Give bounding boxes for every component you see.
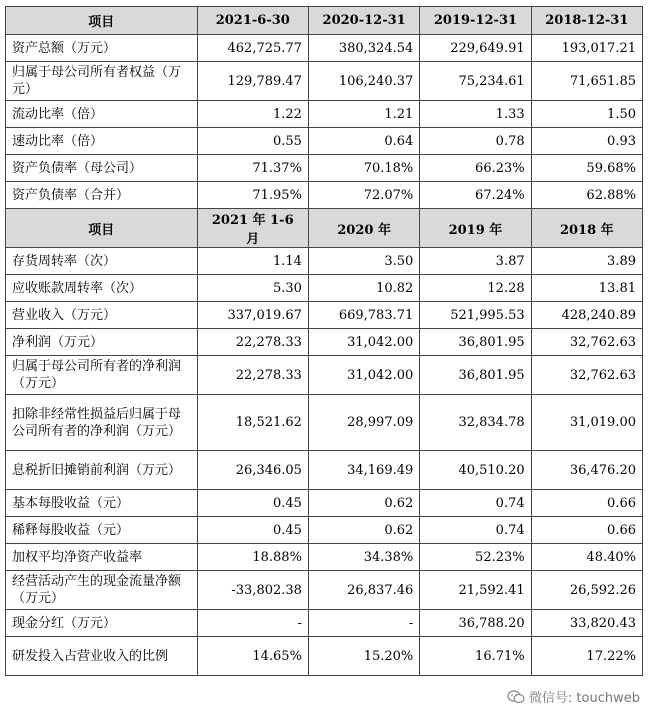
value-cell: - xyxy=(308,610,419,637)
value-cell: 31,019.00 xyxy=(531,395,642,451)
header-period: 2020-12-31 xyxy=(308,7,419,35)
wechat-icon xyxy=(507,690,525,704)
value-cell: 18.88% xyxy=(197,544,308,571)
value-cell: 62.88% xyxy=(531,182,642,209)
value-cell: 669,783.71 xyxy=(308,302,419,329)
table-row xyxy=(6,610,643,637)
value-cell: 3.50 xyxy=(308,248,419,275)
value-cell: 48.40% xyxy=(531,544,642,571)
value-cell: 31,042.00 xyxy=(308,329,419,356)
value-cell: 36,476.20 xyxy=(531,451,642,490)
value-cell: 3.89 xyxy=(531,248,642,275)
row-label: 资产负债率（合并） xyxy=(6,182,198,209)
header-period: 2020 年 xyxy=(308,209,419,248)
value-cell: 1.14 xyxy=(197,248,308,275)
value-cell: 36,801.95 xyxy=(420,329,531,356)
row-label: 稀释每股收益（元） xyxy=(6,517,198,544)
value-cell: 1.33 xyxy=(420,101,531,128)
table-row xyxy=(6,155,643,182)
table-row xyxy=(6,356,643,395)
header-row-2 xyxy=(6,209,643,248)
value-cell: 0.45 xyxy=(197,517,308,544)
value-cell: 22,278.33 xyxy=(197,329,308,356)
header-period: 2021-6-30 xyxy=(197,7,308,35)
value-cell: -33,802.38 xyxy=(197,571,308,610)
value-cell: 26,837.46 xyxy=(308,571,419,610)
row-label: 归属于母公司所有者的净利润（万元） xyxy=(6,356,198,395)
header-period: 2019 年 xyxy=(420,209,531,248)
value-cell: 32,762.63 xyxy=(531,356,642,395)
value-cell: 66.23% xyxy=(420,155,531,182)
table-row xyxy=(6,302,643,329)
table-row xyxy=(6,451,643,490)
row-label: 基本每股收益（元） xyxy=(6,490,198,517)
value-cell: 380,324.54 xyxy=(308,35,419,62)
value-cell: 71,651.85 xyxy=(531,62,642,101)
value-cell: 32,834.78 xyxy=(420,395,531,451)
row-label: 资产负债率（母公司） xyxy=(6,155,198,182)
value-cell: 0.62 xyxy=(308,517,419,544)
watermark-text: 微信号: touchweb xyxy=(528,691,640,706)
value-cell: 70.18% xyxy=(308,155,419,182)
value-cell: 0.66 xyxy=(531,517,642,544)
table-row xyxy=(6,275,643,302)
value-cell: 72.07% xyxy=(308,182,419,209)
row-label: 扣除非经常性损益后归属于母公司所有者的净利润（万元） xyxy=(6,395,198,451)
value-cell: 15.20% xyxy=(308,637,419,676)
value-cell: 106,240.37 xyxy=(308,62,419,101)
value-cell: 40,510.20 xyxy=(420,451,531,490)
value-cell: 26,346.05 xyxy=(197,451,308,490)
value-cell: 428,240.89 xyxy=(531,302,642,329)
value-cell: 3.87 xyxy=(420,248,531,275)
value-cell: 36,788.20 xyxy=(420,610,531,637)
table-row xyxy=(6,329,643,356)
row-label: 流动比率（倍） xyxy=(6,101,198,128)
value-cell: 0.64 xyxy=(308,128,419,155)
value-cell: 10.82 xyxy=(308,275,419,302)
row-label: 营业收入（万元） xyxy=(6,302,198,329)
header-period: 2018-12-31 xyxy=(531,7,642,35)
table-row xyxy=(6,101,643,128)
row-label: 研发投入占营业收入的比例 xyxy=(6,637,198,676)
value-cell: 21,592.41 xyxy=(420,571,531,610)
value-cell: 337,019.67 xyxy=(197,302,308,329)
value-cell: 13.81 xyxy=(531,275,642,302)
value-cell: 28,997.09 xyxy=(308,395,419,451)
value-cell: 0.93 xyxy=(531,128,642,155)
value-cell: - xyxy=(197,610,308,637)
value-cell: 71.95% xyxy=(197,182,308,209)
table-row xyxy=(6,248,643,275)
value-cell: 18,521.62 xyxy=(197,395,308,451)
table-row xyxy=(6,544,643,571)
row-label: 息税折旧摊销前利润（万元） xyxy=(6,451,198,490)
value-cell: 67.24% xyxy=(420,182,531,209)
value-cell: 59.68% xyxy=(531,155,642,182)
value-cell: 0.78 xyxy=(420,128,531,155)
value-cell: 32,762.63 xyxy=(531,329,642,356)
value-cell: 1.50 xyxy=(531,101,642,128)
value-cell: 33,820.43 xyxy=(531,610,642,637)
value-cell: 0.62 xyxy=(308,490,419,517)
value-cell: 34.38% xyxy=(308,544,419,571)
row-label: 现金分红（万元） xyxy=(6,610,198,637)
table-row xyxy=(6,182,643,209)
value-cell: 22,278.33 xyxy=(197,356,308,395)
header-row-1 xyxy=(6,7,643,35)
row-label: 速动比率（倍） xyxy=(6,128,198,155)
value-cell: 1.22 xyxy=(197,101,308,128)
value-cell: 462,725.77 xyxy=(197,35,308,62)
value-cell: 193,017.21 xyxy=(531,35,642,62)
value-cell: 26,592.26 xyxy=(531,571,642,610)
table-row xyxy=(6,571,643,610)
header-period: 2021 年 1-6 月 xyxy=(197,209,308,248)
value-cell: 71.37% xyxy=(197,155,308,182)
value-cell: 229,649.91 xyxy=(420,35,531,62)
row-label: 加权平均净资产收益率 xyxy=(6,544,198,571)
table-row xyxy=(6,637,643,676)
value-cell: 12.28 xyxy=(420,275,531,302)
row-label: 资产总额（万元） xyxy=(6,35,198,62)
value-cell: 0.66 xyxy=(531,490,642,517)
value-cell: 521,995.53 xyxy=(420,302,531,329)
header-period: 2018 年 xyxy=(531,209,642,248)
row-label: 应收账款周转率（次） xyxy=(6,275,198,302)
value-cell: 16.71% xyxy=(420,637,531,676)
value-cell: 36,801.95 xyxy=(420,356,531,395)
row-label: 存货周转率（次） xyxy=(6,248,198,275)
value-cell: 0.74 xyxy=(420,490,531,517)
value-cell: 0.55 xyxy=(197,128,308,155)
table-row xyxy=(6,62,643,101)
table-row xyxy=(6,395,643,451)
table-row xyxy=(6,490,643,517)
value-cell: 1.21 xyxy=(308,101,419,128)
financial-table xyxy=(5,6,643,676)
header-item: 项目 xyxy=(6,7,198,35)
value-cell: 17.22% xyxy=(531,637,642,676)
value-cell: 14.65% xyxy=(197,637,308,676)
value-cell: 0.45 xyxy=(197,490,308,517)
watermark xyxy=(507,687,640,706)
row-label: 净利润（万元） xyxy=(6,329,198,356)
value-cell: 34,169.49 xyxy=(308,451,419,490)
value-cell: 52.23% xyxy=(420,544,531,571)
table-row xyxy=(6,128,643,155)
value-cell: 75,234.61 xyxy=(420,62,531,101)
table-row xyxy=(6,35,643,62)
value-cell: 0.74 xyxy=(420,517,531,544)
value-cell: 5.30 xyxy=(197,275,308,302)
header-period: 2019-12-31 xyxy=(420,7,531,35)
header-item: 项目 xyxy=(6,209,198,248)
value-cell: 129,789.47 xyxy=(197,62,308,101)
row-label: 归属于母公司所有者权益（万元） xyxy=(6,62,198,101)
row-label: 经营活动产生的现金流量净额（万元） xyxy=(6,571,198,610)
table-row xyxy=(6,517,643,544)
value-cell: 31,042.00 xyxy=(308,356,419,395)
